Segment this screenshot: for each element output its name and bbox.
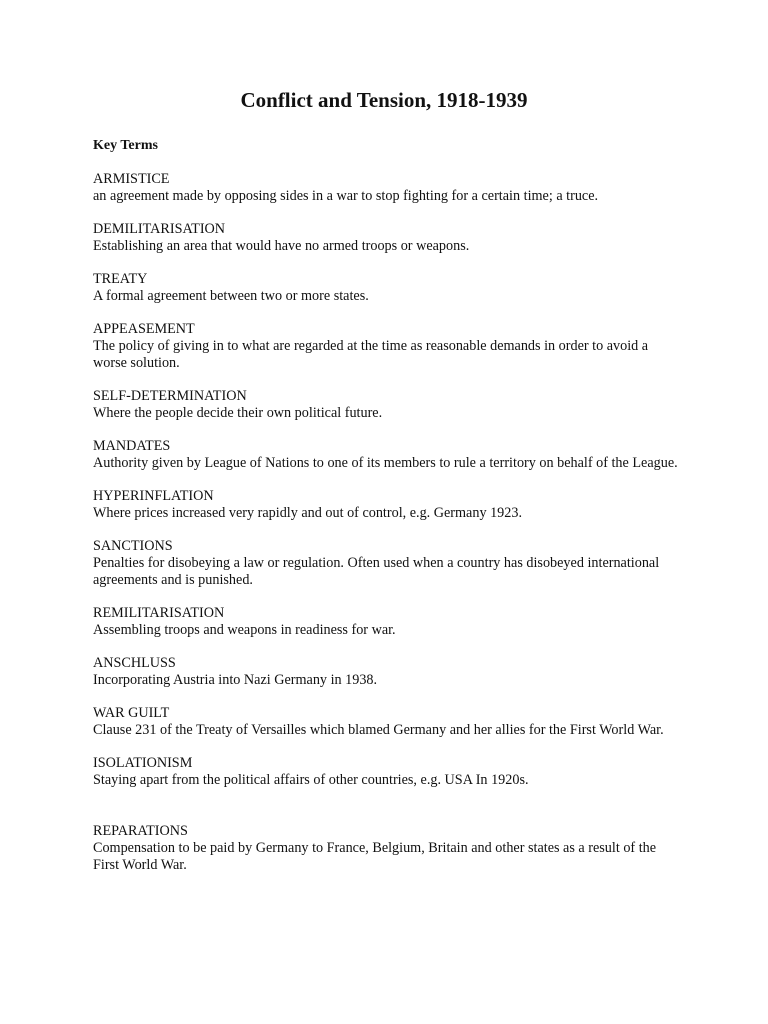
term-definition: an agreement made by opposing sides in a war to stop fighting for a certain time; a truce. xyxy=(93,188,599,204)
term-armistice xyxy=(93,171,678,205)
term-definition: Assembling troops and weapons in readiness for war. xyxy=(93,622,396,638)
section-heading: Key Terms xyxy=(93,138,158,153)
term-name: ISOLATIONISM xyxy=(93,755,193,771)
term-definition: Establishing an area that would have no armed troops or weapons. xyxy=(93,238,470,254)
term-war-guilt xyxy=(93,705,678,739)
term-definition: Compensation to be paid by Germany to France, Belgium, Britain and other states as a result of the First World War. xyxy=(93,840,657,873)
term-name: APPEASEMENT xyxy=(93,321,195,337)
term-name: ARMISTICE xyxy=(93,171,170,187)
term-name: HYPERINFLATION xyxy=(93,488,214,504)
term-name: SANCTIONS xyxy=(93,538,173,554)
term-definition: Clause 231 of the Treaty of Versailles which blamed Germany and her allies for the First World War. xyxy=(93,722,664,738)
term-definition: A formal agreement between two or more states. xyxy=(93,288,369,304)
term-remilitarisation xyxy=(93,605,678,639)
term-definition: Authority given by League of Nations to one of its members to rule a territory on behalf of the League. xyxy=(93,455,678,471)
term-appeasement xyxy=(93,321,678,372)
term-hyperinflation xyxy=(93,488,678,522)
term-demilitarisation xyxy=(93,221,678,255)
document-title: Conflict and Tension, 1918-1939 xyxy=(240,88,528,112)
term-name: WAR GUILT xyxy=(93,705,170,721)
term-reparations xyxy=(93,823,678,874)
term-sanctions xyxy=(93,538,678,589)
term-name: TREATY xyxy=(93,271,148,287)
term-self-determination xyxy=(93,388,678,422)
term-definition: Where the people decide their own political future. xyxy=(93,405,383,421)
term-name: REMILITARISATION xyxy=(93,605,225,621)
term-name: SELF-DETERMINATION xyxy=(93,388,247,404)
term-treaty xyxy=(93,271,678,305)
term-name: ANSCHLUSS xyxy=(93,655,176,671)
term-anschluss xyxy=(93,655,678,689)
key-terms-list xyxy=(93,171,678,890)
term-definition: Staying apart from the political affairs of other countries, e.g. USA In 1920s. xyxy=(93,772,529,788)
term-name: REPARATIONS xyxy=(93,823,188,839)
term-definition: Incorporating Austria into Nazi Germany in 1938. xyxy=(93,672,378,688)
term-name: DEMILITARISATION xyxy=(93,221,226,237)
term-definition: Where prices increased very rapidly and out of control, e.g. Germany 1923. xyxy=(93,505,523,521)
term-mandates xyxy=(93,438,678,472)
term-name: MANDATES xyxy=(93,438,171,454)
term-definition: The policy of giving in to what are regarded at the time as reasonable demands in order to avoid a worse solution. xyxy=(93,338,649,371)
term-definition: Penalties for disobeying a law or regulation. Often used when a country has disobeyed international agreements and is punished. xyxy=(93,555,660,588)
term-isolationism xyxy=(93,755,678,789)
